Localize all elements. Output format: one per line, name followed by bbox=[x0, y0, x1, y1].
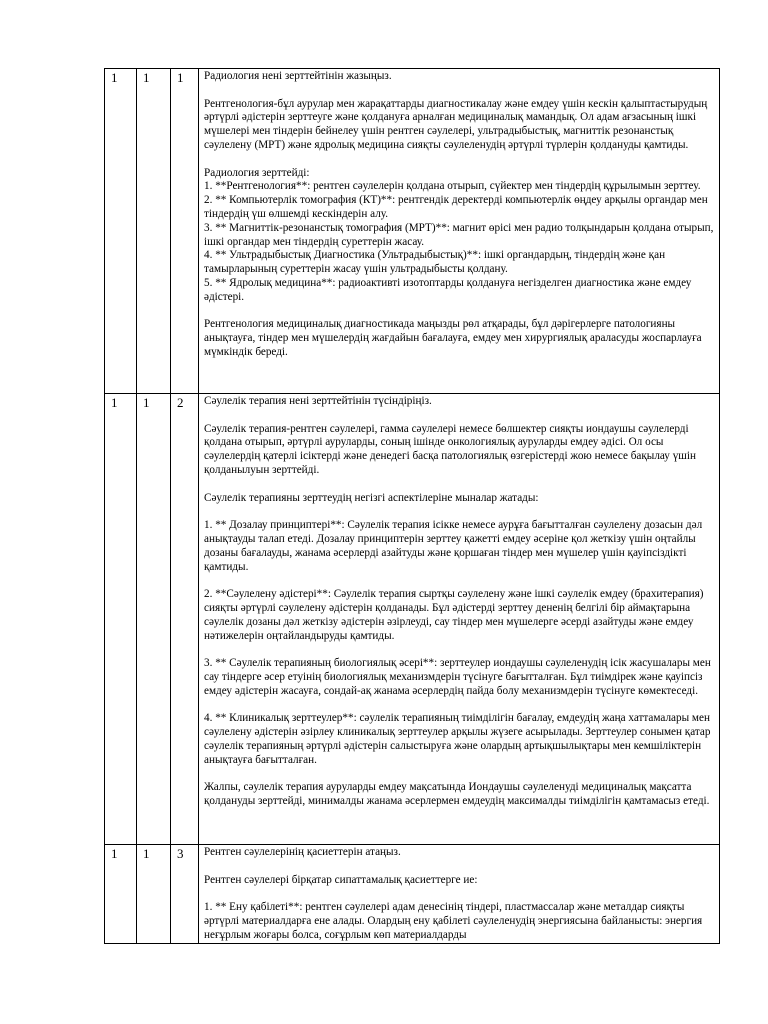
answer-paragraph: 2. **Сәулелену әдістері**: Сәулелік терапия сыртқы сәулелену және ішкі сәулелік емдеу (брахитерапия) сияқты әртүрлі сәулелену әдістерін қолданады. Бұл әдістерді зерттеу дененің белгілі бір аймақтарына сәулелік дозаны дәл жеткізу әдістерін әзірлеуді, сау тіндер мен мүшелерге әсерді азайтуды және емдеу нәтижелерін оңтайландыруды қамтиды. bbox=[204, 588, 704, 642]
table-row bbox=[105, 69, 720, 394]
answer-paragraph: 1. ** Дозалау принциптері**: Сәулелік терапия ісікке немесе аурұға бағытталған сәулелену дозасын дәл анықтауды талап етеді. Дозалау принциптерін зерттеу қажетті емдеу әсеріне қол жеткізу үшін оңтайлы дозаны бағалауды, жанама әсерлерді азайтуды және қоршаған тіндер мен мүшелер үшін қауіпсіздікті қамтиды. bbox=[204, 519, 703, 573]
answer-paragraph: 3. ** Сәулелік терапияның биологиялық әсері**: зерттеулер иондаушы сәулеленудің ісік жасушалары мен сау тіндерге әсер етуінің биологиялық механизмдерін түсінуге бағытталған. Бұл тиімдірек және қауіпсіз емдеу әдістерін жасауға, сондай-ақ жанама әсерлердің пайда болу механизмдерін түсінуге көмектеседі. bbox=[204, 657, 711, 697]
table-row bbox=[105, 845, 720, 944]
subsection-number: 1 bbox=[137, 69, 171, 394]
section-number: 1 bbox=[105, 394, 137, 845]
questions-table bbox=[104, 68, 720, 944]
section-number: 1 bbox=[105, 69, 137, 394]
answer-paragraph: Сәулелік терапияны зерттеудің негізгі аспектілеріне мыналар жатады: bbox=[204, 491, 539, 504]
subsection-number: 1 bbox=[137, 394, 171, 845]
question-number: 1 bbox=[171, 69, 199, 394]
question-number: 2 bbox=[171, 394, 199, 845]
answer-paragraph: Сәулелік терапия-рентген сәулелері, гамма сәулелері немесе бөлшектер сияқты иондаушы сәулелерді қолдана отырып, әртүрлі ауруларды, соның ішінде онкологиялық ауруларды емдеу әдісі. Ол осы сәулелердің қатерлі ісіктерді және денедегі басқа патологиялық өзгерістерді жою немесе бақылау үшін қолданылуын зерттейді. bbox=[204, 422, 696, 476]
question-answer-cell bbox=[199, 845, 720, 944]
answer-paragraph: Радиология зерттейді: 1. **Рентгенология**: рентген сәулелерін қолдана отырып, сүйектер мен тіндердің құрылымын зерттеу. 2. ** Компьютерлік томография (КТ)**: рентгендік деректерді компьютерлік өңдеу арқылы органдар мен тіндердің үш өлшемді кескіндерін алу. 3. ** Магниттік-резонанстық томография (МРТ)**: магнит өрісі мен радио толқындарын қолдана отырып, ішкі органдар мен тіндердің суреттерін жасау. 4. ** Ультрадыбыстық Диагностика (Ультрадыбыстық)**: ішкі органдардың, тіндердің және қан тамырларының суреттерін жасау үшін ультрадыбысты қолдану. 5. ** Ядролық медицина**: радиоактивті изотоптарды қолдануға негізделген диагностика және емдеу әдістері. bbox=[204, 166, 714, 303]
answer-paragraph: Рентген сәулелері бірқатар сипаттамалық қасиеттерге ие: bbox=[204, 873, 478, 886]
answer-paragraph: 1. ** Ену қабілеті**: рентген сәулелері адам денесінің тіндері, пластмассалар және металдар сияқты әртүрлі материалдарға ене алады. Олардың ену қабілеті сәулеленудің энергиясына байланысты: энергия неғұрлым жоғары болса, соғұрлым көп материалдарды bbox=[204, 901, 703, 941]
table-row bbox=[105, 394, 720, 845]
question-answer-cell bbox=[199, 394, 720, 845]
answer-paragraph: Рентгенология-бұл аурулар мен жарақаттарды диагностикалау және емдеу үшін кескін қалыптастырудың әртүрлі әдістерін зерттеуге және қолдануға арналған медициналық мамандық. Ол адам ағзасының ішкі мүшелері мен тіндерін бейнелеу үшін рентген сәулелері, ультрадыбыстық, магниттік резонанстық сәулелену (МРТ) және ядролық медицина сияқты сәулеленудің әртүрлі түрлерін қолдануды қамтиды. bbox=[204, 97, 708, 151]
question-number: 3 bbox=[171, 845, 199, 944]
question-text: Радиология нені зерттейтінін жазыңыз. bbox=[204, 70, 392, 82]
question-text: Рентген сәулелерінің қасиеттерін атаңыз. bbox=[204, 846, 401, 858]
section-number: 1 bbox=[105, 845, 137, 944]
answer-paragraph: 4. ** Клиникалық зерттеулер**: сәулелік терапияның тиімділігін бағалау, емдеудің жаңа хаттамалары мен сәулелену әдістерін әзірлеу клиникалық зерттеулер арқылы жүзеге асырылады. Зерттеулер сонымен қатар сәулелік терапияның әртүрлі әдістерін салыстыруға және олардың артықшылықтары мен кемшіліктерін анықтауға бағытталған. bbox=[204, 712, 711, 766]
subsection-number: 1 bbox=[137, 845, 171, 944]
answer-paragraph: Жалпы, сәулелік терапия ауруларды емдеу мақсатында Иондаушы сәулеленуді медициналық мақсатта қолдануды зерттейді, минималды жанама әсерлермен емдеудің максималды тиімділігін қамтамасыз етеді. bbox=[204, 781, 710, 808]
question-answer-cell bbox=[199, 69, 720, 394]
answer-paragraph: Рентгенология медициналық диагностикада маңызды рөл атқарады, бұл дәрігерлерге патологияны анықтауға, тіндер мен мүшелердің жағдайын бағалауға, емдеу мен хирургиялық араласуды жоспарлауға мүмкіндік береді. bbox=[204, 318, 702, 358]
question-text: Сәулелік терапия нені зерттейтінін түсіндіріңіз. bbox=[204, 395, 432, 407]
